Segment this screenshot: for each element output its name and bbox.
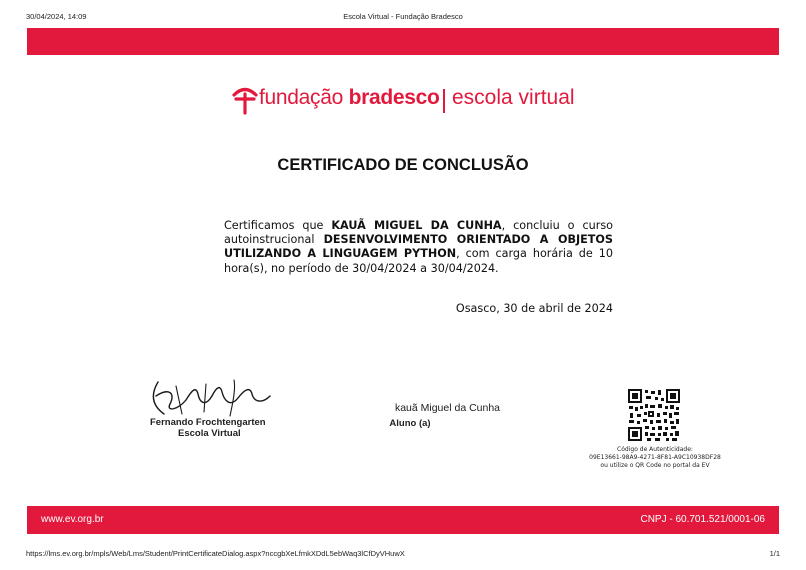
student-signature-role: Aluno (a) — [389, 418, 431, 429]
print-page-number: 1/1 — [769, 549, 780, 558]
authenticity-note: ou utilize o QR Code no portal da EV — [600, 462, 710, 469]
authenticity-code: 09E13661-98A9-4271-8F81-A9C10938DF28 — [589, 454, 721, 461]
signatory-role: Escola Virtual — [178, 428, 241, 439]
signatory-name: Fernando Frochtengarten — [150, 417, 266, 428]
print-url: https://lms.ev.org.br/mpls/Web/Lms/Student/PrintCertificateDialog.aspx?nccgbXeLfmkXDdL5ebWaq3lCfDyVHuwX — [26, 549, 405, 558]
signatory-signature-block — [140, 378, 290, 440]
bradesco-tree-icon — [230, 83, 260, 115]
print-datetime: 30/04/2024, 14:09 — [26, 12, 87, 21]
certificate-body — [224, 219, 613, 276]
fundacao-bradesco-logo — [230, 83, 590, 115]
place-date: Osasco, 30 de abril de 2024 — [455, 302, 613, 315]
body-mid: , concluiu o curso autoinstrucional — [224, 219, 613, 247]
print-header — [26, 12, 780, 24]
body-tail: , com carga horária de 10 hora(s), no período de 30/04/2024 a 30/04/2024. — [224, 247, 613, 275]
logo-separator — [443, 89, 445, 113]
logo-escola-virtual: escola virtual — [452, 86, 575, 109]
handwritten-signature — [146, 378, 281, 420]
logo-text — [259, 86, 440, 110]
bottom-red-band — [27, 506, 779, 534]
footer-website: www.ev.org.br — [41, 514, 104, 525]
certificate-title: CERTIFICADO DE CONCLUSÃO — [277, 156, 529, 174]
footer-cnpj: CNPJ - 60.701.521/0001-06 — [640, 514, 765, 525]
logo-bradesco: bradesco — [348, 86, 440, 109]
body-course-name: DESENVOLVIMENTO ORIENTADO A OBJETOS UTILIZANDO A LINGUAGEM PYTHON — [224, 233, 613, 261]
qr-code-icon — [628, 389, 680, 441]
body-intro: Certificamos que — [224, 219, 332, 232]
logo-fundacao: fundação — [259, 86, 344, 109]
print-page-title: Escola Virtual - Fundação Bradesco — [343, 12, 463, 21]
authenticity-label: Código de Autenticidade: — [617, 446, 693, 453]
student-signature-name: kauã Miguel da Cunha — [394, 402, 501, 414]
top-red-band — [27, 28, 779, 55]
body-student-name: KAUÃ MIGUEL DA CUNHA — [331, 219, 502, 232]
authenticity-block — [560, 446, 750, 470]
